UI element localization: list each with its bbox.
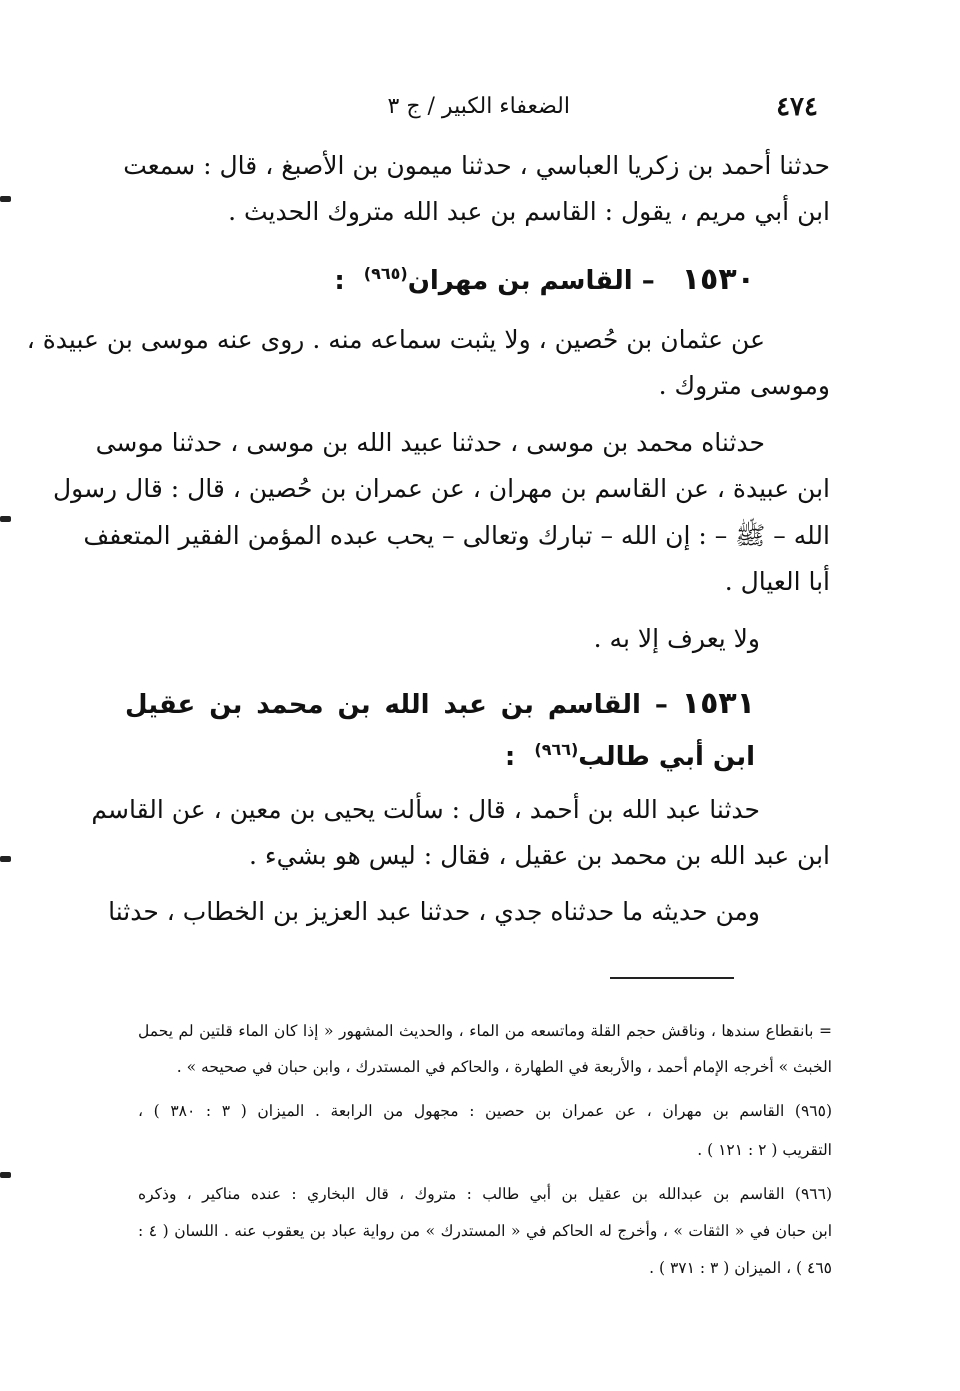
footnote-line: ابن حبان في « الثقات » ، وأخرج له الحاكم في « المستدرك » من رواية عباد بن يعقوب عنه . اللسان ( ٤ : <box>138 1222 832 1240</box>
footnote-ref-966: (٩٦٦) <box>534 740 579 759</box>
entry-dash: – <box>641 266 655 296</box>
footnote-line: (٩٦٦) القاسم بن عبدالله بن عقيل بن أبي طالب : متروك ، قال البخاري : عنده مناكير ، وذكره <box>138 1185 832 1203</box>
entry-dash: – <box>654 690 668 720</box>
body-line: ولا يعرف إلا به . <box>593 624 760 653</box>
entry-heading-1531 <box>125 684 755 725</box>
body-line: عن عثمان بن حُصين ، ولا يثبت سماعه منه . روى عنه موسى بن عبيدة ، <box>26 325 765 354</box>
footnote-line: التقريب ( ٢ : ١٢١ ) . <box>697 1141 832 1159</box>
margin-mark <box>0 196 11 202</box>
body-line: الله – ﷺ – : إن الله – تبارك وتعالى – يحب عبده المؤمن الفقير المتعفف <box>83 521 830 550</box>
footnote-line: الخبث » أخرجه الإمام أحمد ، والأربعة في الطهارة ، والحاكم في المستدرك ، وابن حبان في صحيحه » . <box>176 1058 832 1076</box>
entry-number: ١٥٣١ <box>681 686 756 721</box>
entry-name-word: بن عقيل <box>125 690 243 720</box>
footnote-ref-965: (٩٦٥) <box>363 264 408 283</box>
entry-name-word: القاسم <box>547 690 641 720</box>
body-line: ابن عبد الله بن محمد بن عقيل ، فقال : ليس هو بشيء . <box>249 841 830 870</box>
entry-colon: : <box>504 742 516 772</box>
entry-heading-1530 <box>334 254 755 301</box>
footnote-line: (٩٦٥) القاسم بن مهران ، عن عمران بن حصين : مجهول من الرابعة . الميزان ( ٣ : ٣٨٠ ) ، <box>138 1102 833 1120</box>
entry-number: ١٥٣٠ <box>681 262 755 297</box>
body-line: حدثنا عبد الله بن أحمد ، قال : سألت يحيى بن معين ، عن القاسم <box>91 795 760 824</box>
page-header <box>120 88 820 128</box>
body-line: ابن أبي مريم ، يقول : القاسم بن عبد الله متروك الحديث . <box>228 197 830 226</box>
body-line: ابن عبيدة ، عن القاسم بن مهران ، عن عمران بن حُصين ، قال : قال رسول <box>53 474 830 503</box>
margin-mark <box>0 516 11 522</box>
page-number: ٤٧٤ <box>776 92 818 122</box>
entry-name: القاسم بن مهران <box>407 266 633 296</box>
entry-name: ابن أبي طالب <box>578 742 755 772</box>
footnote-line: ٤٦٥ ) ، الميزان ( ٣ : ٣٧١ ) . <box>649 1259 832 1277</box>
body-line: أبا العيال . <box>724 567 830 596</box>
entry-heading-1531-cont <box>505 730 755 777</box>
body-line: ومن حديثه ما حدثناه جدي ، حدثنا عبد العزيز بن الخطاب ، حدثنا <box>108 897 760 926</box>
body-line: حدثناه محمد بن موسى ، حدثنا عبيد الله بن موسى ، حدثنا موسى <box>95 428 765 457</box>
running-head: الضعفاء الكبير / ج ٣ <box>387 94 570 119</box>
entry-name-word: بن محمد <box>256 690 371 720</box>
body-line: حدثنا أحمد بن زكريا العباسي ، حدثنا ميمون بن الأصبغ ، قال : سمعت <box>123 151 830 180</box>
footnote-line: = بانقطاع سندها ، وناقش حجم القلة وماتسعه من الماء ، والحديث المشهور « إذا كان الماء قلتين لم يحمل <box>138 1022 832 1040</box>
entry-colon: : <box>334 266 345 296</box>
entry-name-word: بن عبد <box>443 690 534 720</box>
body-line: وموسى متروك . <box>658 371 830 400</box>
margin-mark <box>0 1172 11 1178</box>
margin-mark <box>0 856 11 862</box>
footnote-separator <box>610 977 734 979</box>
entry-name-word: الله <box>384 690 430 720</box>
